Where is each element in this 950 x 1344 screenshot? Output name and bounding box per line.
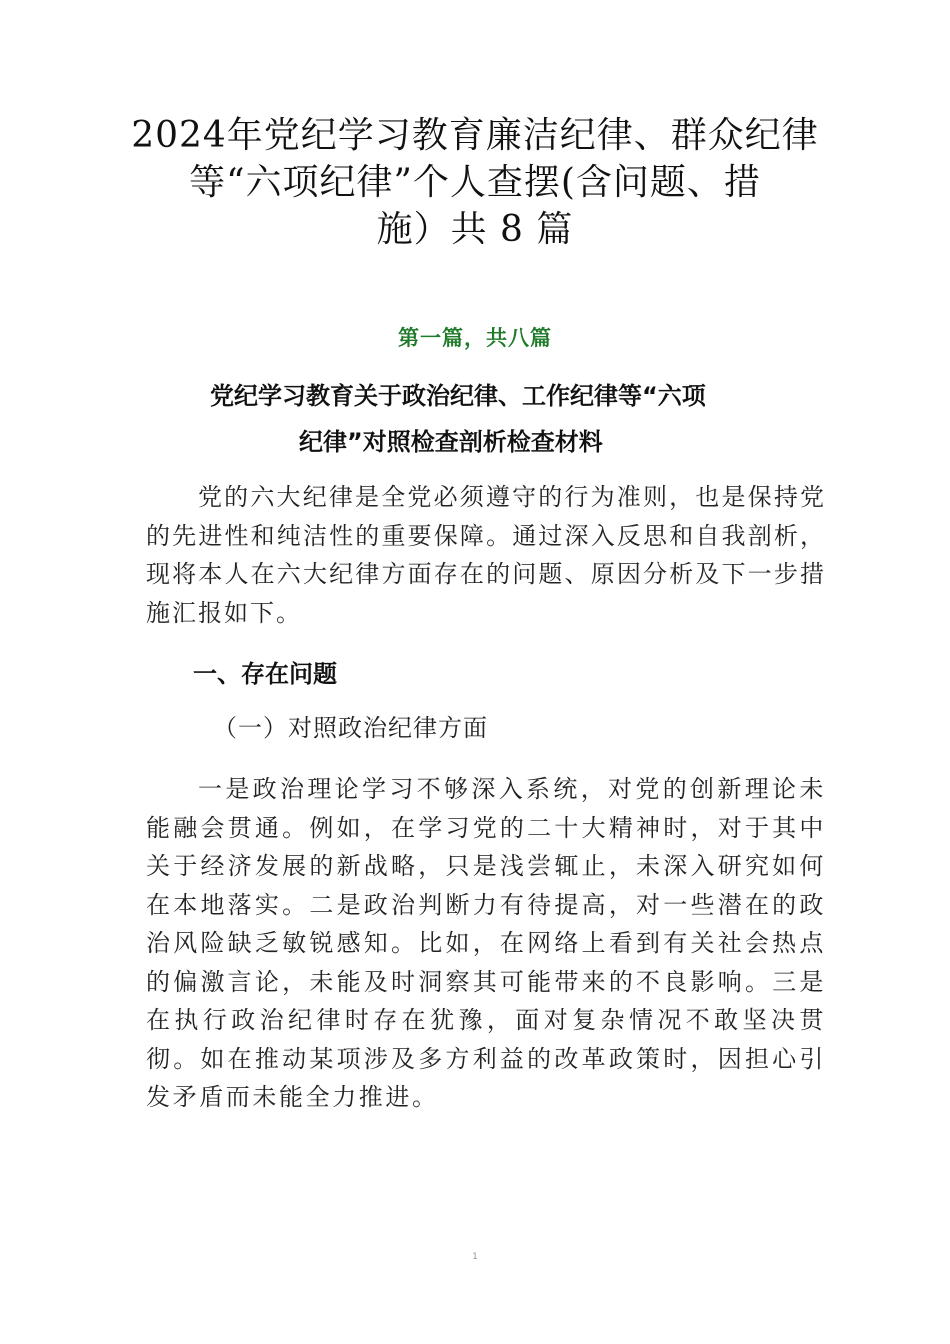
- title-line-1: 2024年党纪学习教育廉洁纪律、群众纪律: [131, 115, 819, 156]
- title-line-2: 等“六项纪律”个人查摆(含问题、措: [189, 162, 761, 203]
- subsection-heading: （一）对照政治纪律方面: [213, 714, 488, 742]
- page-number: 1: [472, 1252, 478, 1262]
- section-heading: 一、存在问题: [193, 660, 337, 688]
- document-title: [120, 112, 830, 253]
- intro-paragraph: 党的六大纪律是全党必须遵守的行为准则，也是保持党的先进性和纯洁性的重要保障。通过深入反思和自我剖析，现将本人在六大纪律方面存在的问题、原因分析及下一步措施汇报如下。: [146, 483, 826, 627]
- subtitle-line-1: 党纪学习教育关于政治纪律、工作纪律等“六项: [210, 382, 706, 410]
- title-line-3: 施）共 8 篇: [376, 209, 574, 250]
- part-label: 第一篇，共八篇: [398, 326, 552, 350]
- subtitle-line-2: 纪律”对照检查剖析检查材料: [299, 428, 603, 456]
- body-paragraph: 一是政治理论学习不够深入系统，对党的创新理论未能融会贯通。例如，在学习党的二十大精神时，对于其中关于经济发展的新战略，只是浅尝辄止，未深入研究如何在本地落实。二是政治判断力有待提高，对一些潜在的政治风险缺乏敏锐感知。比如，在网络上看到有关社会热点的偏激言论，未能及时洞察其可能带来的不良影响。三是在执行政治纪律时存在犹豫，面对复杂情况不敢坚决贯彻。如在推动某项涉及多方利益的改革政策时，因担心引发矛盾而未能全力推进。: [146, 775, 826, 1111]
